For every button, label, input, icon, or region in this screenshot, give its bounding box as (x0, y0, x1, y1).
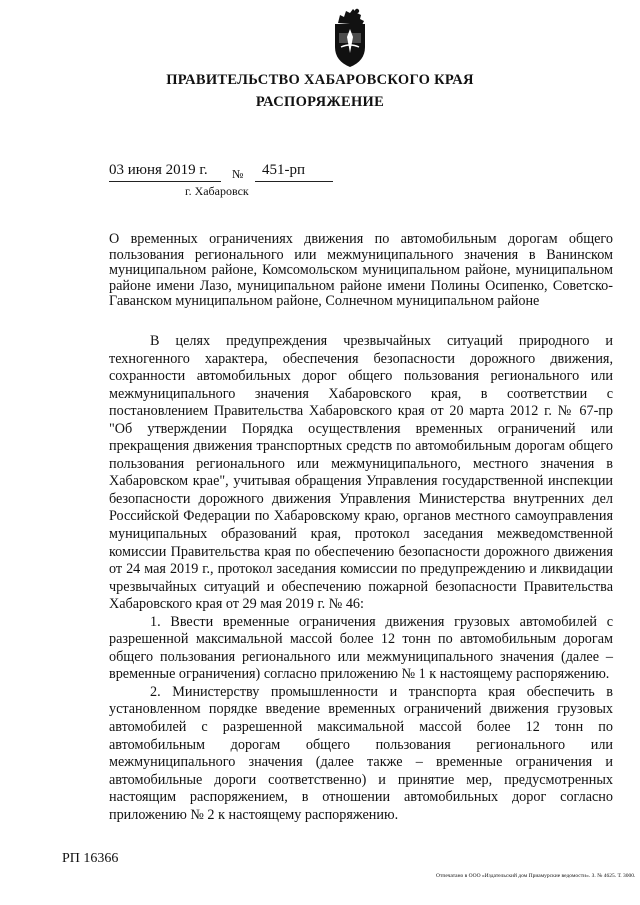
document-type: РАСПОРЯЖЕНИЕ (255, 94, 385, 110)
date-underline (109, 181, 221, 182)
coat-of-arms-icon (326, 3, 374, 69)
document-body (109, 333, 613, 824)
body-preamble: В целях предупреждения чрезвычайных ситуаций природного и техногенного характера, обеспечения безопасности дорожного движения, сохранности автомобильных дорог общего пользования регионального или межмуниципального значения Хабаровского края, в соответствии с постановлением Правительства Хабаровского края от 20 марта 2012 г. № 67-пр "Об утверждении Порядка осуществления временных ограничений или прекращения движения транспортных средств по автомобильным дорогам общего пользования регионального или межмуниципального, местного значения в Хабаровском крае", учитывая обращения Управления государственной инспекции безопасности дорожного движения Управления Министерства внутренних дел Российской Федерации по Хабаровскому краю, органов местного самоуправления муниципальных образований края, протокол заседания межведомственной комиссии Правительства края по обеспечению безопасности дорожного движения от 24 мая 2019 г., протокол заседания комиссии по предупреждению и ликвидации чрезвычайных ситуаций и обеспечению пожарной безопасности Правительства Хабаровского края от 29 мая 2019 г. № 46: (109, 333, 613, 613)
document-city: г. Хабаровск (185, 184, 249, 198)
body-item-2: 2. Министерству промышленности и транспорта края обеспечить в установленном порядке введение временных ограничений движения грузовых автомобилей с разрешенной максимальной массой более 12 тонн по автомобильным дорогам общего пользования регионального или межмуниципального значения (далее также – временные ограничения и автомобильные дороги соответственно) и принятие мер, предусмотренных настоящим распоряжением, в отношении автомобильных дорог согласно приложению № 2 к настоящему распоряжению. (109, 683, 613, 823)
number-underline (255, 181, 333, 182)
body-item-1: 1. Ввести временные ограничения движения грузовых автомобилей с разрешенной максимальной массой более 12 тонн по автомобильным дорогам общего пользования регионального или межмуниципального значения (далее – временные ограничения) согласно приложению № 1 к настоящему распоряжению. (109, 613, 613, 683)
printer-note: Отпечатано в ООО «Издательский дом Приамурские ведомости». З. № 4625. Т. 3000. (436, 873, 636, 879)
government-title: ПРАВИТЕЛЬСТВО ХАБАРОВСКОГО КРАЯ (166, 72, 474, 88)
document-date: 03 июня 2019 г. (109, 162, 208, 178)
document-code: РП 16366 (62, 851, 119, 866)
document-number: 451-рп (262, 162, 306, 178)
number-sign: № (232, 167, 244, 181)
document-subject: О временных ограничениях движения по автомобильным дорогам общего пользования регионального или межмуниципального значения в Ванинском муниципальном районе, Комсомольском муниципальном районе, муниципальном районе имени Лазо, муниципальном районе имени Полины Осипенко, Советско-Гаванском муниципальном районе, Солнечном муниципальном районе (109, 231, 613, 310)
